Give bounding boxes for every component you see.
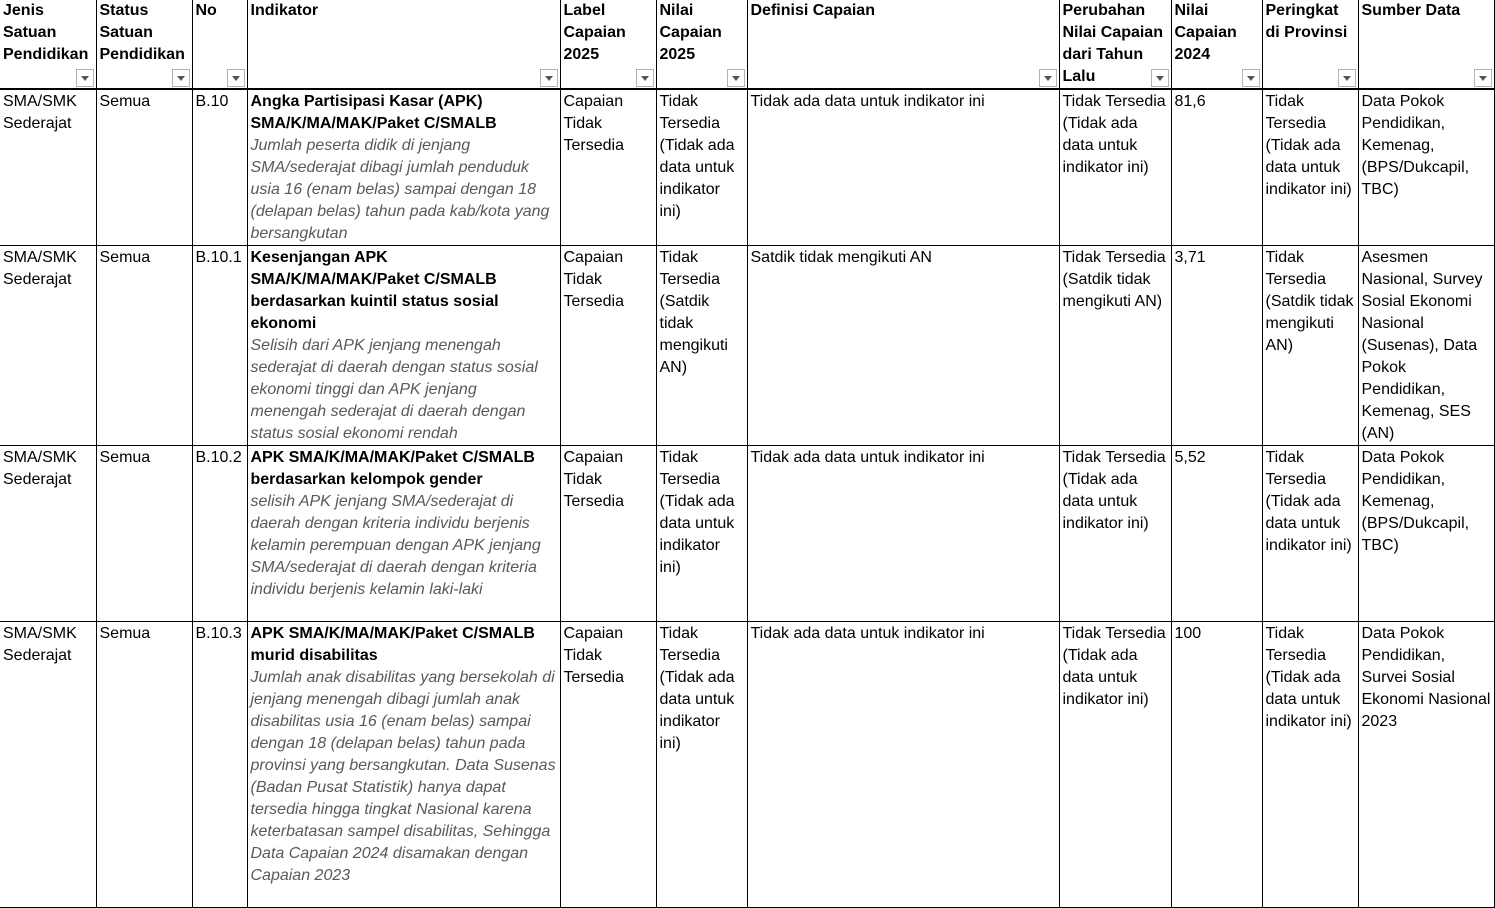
cell-jenis[interactable]: SMA/SMK Sederajat [0,89,96,246]
header-nilai-capaian-2024 [1171,0,1262,89]
filter-button-nilai2024[interactable] [1242,69,1260,87]
cell-status[interactable]: Semua [96,622,192,908]
header-no [192,0,247,89]
cell-perubahan-nilai[interactable]: Tidak Tersedia (Tidak ada data untuk indikator ini) [1059,446,1171,622]
cell-perubahan-nilai[interactable]: Tidak Tersedia (Tidak ada data untuk indikator ini) [1059,89,1171,246]
header-jenis-satuan-pendidikan [0,0,96,89]
header-nilai-capaian-2025 [656,0,747,89]
filter-button-peringkat[interactable] [1338,69,1356,87]
indikator-title: Angka Partisipasi Kasar (APK) SMA/K/MA/MAK/Paket C/SMALB [250,93,497,132]
header-label: Jenis Satuan Pendidikan [3,2,89,63]
cell-label-capaian-2025[interactable]: Capaian Tidak Tersedia [560,622,656,908]
cell-definisi-capaian[interactable]: Tidak ada data untuk indikator ini [747,89,1059,246]
cell-peringkat[interactable]: Tidak Tersedia (Tidak ada data untuk indikator ini) [1262,622,1358,908]
header-label: Nilai Capaian 2024 [1174,2,1237,63]
filter-button-indikator[interactable] [540,69,558,87]
filter-dropdown-icon [1044,76,1052,81]
cell-sumber-data[interactable]: Data Pokok Pendidikan, Survei Sosial Ekonomi Nasional 2023 [1358,622,1494,908]
cell-peringkat[interactable]: Tidak Tersedia (Tidak ada data untuk indikator ini) [1262,89,1358,246]
header-indikator [247,0,560,89]
filter-dropdown-icon [732,76,740,81]
cell-indikator[interactable] [247,446,560,622]
header-perubahan-nilai-capaian [1059,0,1171,89]
cell-definisi-capaian[interactable]: Tidak ada data untuk indikator ini [747,622,1059,908]
cell-status[interactable]: Semua [96,246,192,446]
header-peringkat-di-provinsi [1262,0,1358,89]
cell-jenis[interactable]: SMA/SMK Sederajat [0,622,96,908]
cell-perubahan-nilai[interactable]: Tidak Tersedia (Tidak ada data untuk indikator ini) [1059,622,1171,908]
filter-button-jenis[interactable] [76,69,94,87]
header-label: Sumber Data [1361,2,1461,19]
cell-peringkat[interactable]: Tidak Tersedia (Tidak ada data untuk indikator ini) [1262,446,1358,622]
table-row [0,89,1494,246]
header-label: Definisi Capaian [750,2,875,19]
filter-dropdown-icon [545,76,553,81]
cell-nilai-capaian-2025[interactable]: Tidak Tersedia (Satdik tidak mengikuti AN) [656,246,747,446]
cell-sumber-data[interactable]: Data Pokok Pendidikan, Kemenag, (BPS/Dukcapil, TBC) [1358,446,1494,622]
cell-label-capaian-2025[interactable]: Capaian Tidak Tersedia [560,446,656,622]
header-label: Label Capaian 2025 [563,2,626,63]
indikator-description: Jumlah peserta didik di jenjang SMA/sederajat dibagi jumlah penduduk usia 16 (enam belas) sampai dengan 18 (delapan belas) tahun pada kab/kota yang bersangkutan [250,137,550,242]
cell-perubahan-nilai[interactable]: Tidak Tersedia (Satdik tidak mengikuti AN) [1059,246,1171,446]
filter-button-label2025[interactable] [636,69,654,87]
cell-sumber-data[interactable]: Data Pokok Pendidikan, Kemenag, (BPS/Dukcapil, TBC) [1358,89,1494,246]
filter-dropdown-icon [177,76,185,81]
cell-definisi-capaian[interactable]: Satdik tidak mengikuti AN [747,246,1059,446]
header-status-satuan-pendidikan [96,0,192,89]
filter-dropdown-icon [232,76,240,81]
header-label: Perubahan Nilai Capaian dari Tahun Lalu [1062,2,1163,85]
filter-dropdown-icon [1479,76,1487,81]
table-row [0,446,1494,622]
indikator-title: APK SMA/K/MA/MAK/Paket C/SMALB murid disabilitas [250,625,535,664]
filter-button-sumber[interactable] [1474,69,1492,87]
indikator-description: selisih APK jenjang SMA/sederajat di daerah dengan kriteria individu berjenis kelamin perempuan dengan APK jenjang SMA/sederajat di daerah dengan kriteria individu berjenis kelamin laki-laki [250,493,541,598]
cell-jenis[interactable]: SMA/SMK Sederajat [0,446,96,622]
header-sumber-data [1358,0,1494,89]
cell-no[interactable]: B.10.2 [192,446,247,622]
header-label: Peringkat di Provinsi [1265,2,1348,41]
filter-dropdown-icon [81,76,89,81]
table-row [0,246,1494,446]
header-label: Status Satuan Pendidikan [99,2,185,63]
header-row [0,0,1494,89]
cell-no[interactable]: B.10.1 [192,246,247,446]
filter-dropdown-icon [1247,76,1255,81]
indikator-description: Selisih dari APK jenjang menengah sederajat di daerah dengan status sosial ekonomi tinggi dan APK jenjang menengah sederajat di daerah dengan status sosial ekonomi rendah [250,337,538,442]
cell-nilai-capaian-2024[interactable]: 81,6 [1171,89,1262,246]
cell-no[interactable]: B.10.3 [192,622,247,908]
cell-jenis[interactable]: SMA/SMK Sederajat [0,246,96,446]
indikator-description: Jumlah anak disabilitas yang bersekolah di jenjang menengah dibagi jumlah anak disabilitas usia 16 (enam belas) sampai dengan 18 (delapan belas) tahun pada provinsi yang bersangkutan. Data Susenas (Badan Pusat Statistik) hanya dapat tersedia hingga tingkat Nasional karena keterbatasan sampel disabilitas, Sehingga Data Capaian 2024 disamakan dengan Capaian 2023 [250,669,556,884]
header-label-capaian-2025 [560,0,656,89]
header-definisi-capaian [747,0,1059,89]
cell-indikator[interactable] [247,89,560,246]
indikator-title: APK SMA/K/MA/MAK/Paket C/SMALB berdasarkan kelompok gender [250,449,535,488]
cell-status[interactable]: Semua [96,446,192,622]
cell-nilai-capaian-2025[interactable]: Tidak Tersedia (Tidak ada data untuk indikator ini) [656,622,747,908]
filter-dropdown-icon [1156,76,1164,81]
filter-button-definisi[interactable] [1039,69,1057,87]
filter-button-no[interactable] [227,69,245,87]
filter-button-perubahan[interactable] [1151,69,1169,87]
cell-nilai-capaian-2025[interactable]: Tidak Tersedia (Tidak ada data untuk indikator ini) [656,446,747,622]
header-label: No [195,2,217,19]
cell-definisi-capaian[interactable]: Tidak ada data untuk indikator ini [747,446,1059,622]
cell-nilai-capaian-2024[interactable]: 3,71 [1171,246,1262,446]
header-label: Indikator [250,2,319,19]
cell-peringkat[interactable]: Tidak Tersedia (Satdik tidak mengikuti AN) [1262,246,1358,446]
filter-dropdown-icon [1343,76,1351,81]
table-row [0,622,1494,908]
cell-indikator[interactable] [247,246,560,446]
cell-no[interactable]: B.10 [192,89,247,246]
cell-label-capaian-2025[interactable]: Capaian Tidak Tersedia [560,246,656,446]
cell-sumber-data[interactable]: Asesmen Nasional, Survey Sosial Ekonomi Nasional (Susenas), Data Pokok Pendidikan, Kemenag, SES (AN) [1358,246,1494,446]
cell-nilai-capaian-2024[interactable]: 5,52 [1171,446,1262,622]
cell-nilai-capaian-2025[interactable]: Tidak Tersedia (Tidak ada data untuk indikator ini) [656,89,747,246]
cell-nilai-capaian-2024[interactable]: 100 [1171,622,1262,908]
filter-button-nilai2025[interactable] [727,69,745,87]
filter-button-status[interactable] [172,69,190,87]
indikator-title: Kesenjangan APK SMA/K/MA/MAK/Paket C/SMALB berdasarkan kuintil status sosial ekonomi [250,249,499,332]
cell-status[interactable]: Semua [96,89,192,246]
header-label: Nilai Capaian 2025 [659,2,722,63]
cell-label-capaian-2025[interactable]: Capaian Tidak Tersedia [560,89,656,246]
cell-indikator[interactable] [247,622,560,908]
filter-dropdown-icon [641,76,649,81]
